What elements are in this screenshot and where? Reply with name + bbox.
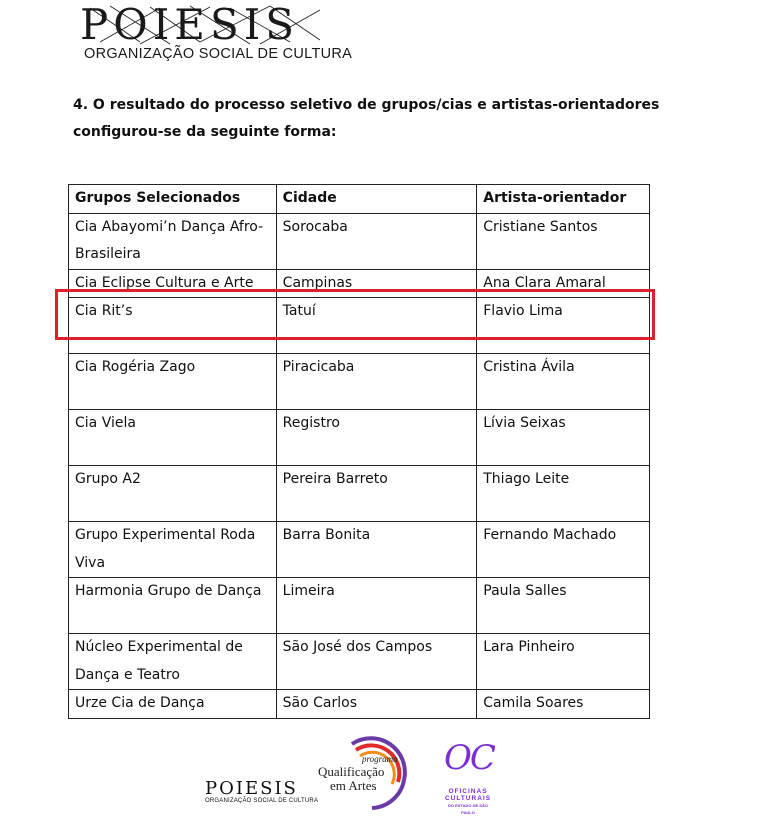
oc-line3: DO ESTADO DE SÃO PAULO <box>448 803 488 815</box>
group-cell: Grupo Experimental Roda Viva <box>69 522 277 578</box>
table-row <box>69 690 650 719</box>
city-cell: São José dos Campos <box>276 634 477 690</box>
table-row <box>69 213 650 269</box>
oc-mark: OC <box>444 738 494 778</box>
footer-logos <box>0 730 769 838</box>
group-cell: Cia Rogéria Zago <box>69 354 277 410</box>
artist-cell: Lívia Seixas <box>477 410 650 466</box>
table-row <box>69 466 650 522</box>
city-cell: Tatuí <box>276 298 477 354</box>
artist-cell: Ana Clara Amaral <box>477 269 650 298</box>
header-groups: Grupos Selecionados <box>69 185 277 214</box>
intro-paragraph: 4. O resultado do processo seletivo de grupos/cias e artistas-orientadores configurou-se da seguinte forma: <box>73 97 660 140</box>
footer-poiesis-logo <box>205 780 318 804</box>
artist-cell: Cristiane Santos <box>477 213 650 269</box>
city-cell: Campinas <box>276 269 477 298</box>
qualificacao-logo <box>312 730 412 810</box>
table-row <box>69 354 650 410</box>
group-cell: Cia Eclipse Cultura e Arte <box>69 269 277 298</box>
group-cell: Núcleo Experimental de Dança e Teatro <box>69 634 277 690</box>
oc-subtitle <box>442 788 494 816</box>
city-cell: Barra Bonita <box>276 522 477 578</box>
table-row <box>69 410 650 466</box>
artist-cell: Fernando Machado <box>477 522 650 578</box>
group-cell: Cia Viela <box>69 410 277 466</box>
artist-cell: Cristina Ávila <box>477 354 650 410</box>
artist-cell: Thiago Leite <box>477 466 650 522</box>
qualificacao-small-label: programa <box>362 754 398 764</box>
city-cell: Piracicaba <box>276 354 477 410</box>
table-row <box>69 269 650 298</box>
footer-poiesis-subtitle: ORGANIZAÇÃO SOCIAL DE CULTURA <box>205 798 319 804</box>
footer-poiesis-word: POIESIS <box>205 778 298 799</box>
table-row-highlighted <box>69 298 650 354</box>
group-cell: Harmonia Grupo de Dança <box>69 578 277 634</box>
table-header-row <box>69 185 650 214</box>
city-cell: Limeira <box>276 578 477 634</box>
group-cell: Cia Abayomi’n Dança Afro-Brasileira <box>69 213 277 269</box>
table-row <box>69 522 650 578</box>
oficinas-culturais-logo <box>438 738 498 818</box>
logo-wordmark: POIESIS <box>80 0 300 49</box>
header-artist: Artista-orientador <box>477 185 650 214</box>
logo-line-pattern <box>80 2 330 48</box>
city-cell: Sorocaba <box>276 213 477 269</box>
artist-cell: Paula Salles <box>477 578 650 634</box>
selection-results-table <box>68 184 650 719</box>
city-cell: Pereira Barreto <box>276 466 477 522</box>
qualificacao-line2: em Artes <box>330 778 377 793</box>
artist-cell: Flavio Lima <box>477 298 650 354</box>
table-row <box>69 634 650 690</box>
city-cell: Registro <box>276 410 477 466</box>
poiesis-logo <box>80 2 352 62</box>
artist-cell: Camila Soares <box>477 690 650 719</box>
group-cell: Cia Rit’s <box>69 298 277 354</box>
group-cell: Urze Cia de Dança <box>69 690 277 719</box>
city-cell: São Carlos <box>276 690 477 719</box>
artist-cell: Lara Pinheiro <box>477 634 650 690</box>
oc-line2: CULTURAIS <box>444 795 492 802</box>
group-cell: Grupo A2 <box>69 466 277 522</box>
oc-line1: OFICINAS <box>448 788 488 795</box>
qualificacao-line1: Qualificação <box>318 764 385 779</box>
header-city: Cidade <box>276 185 477 214</box>
logo-subtitle: ORGANIZAÇÃO SOCIAL DE CULTURA <box>84 46 353 62</box>
table-row <box>69 578 650 634</box>
